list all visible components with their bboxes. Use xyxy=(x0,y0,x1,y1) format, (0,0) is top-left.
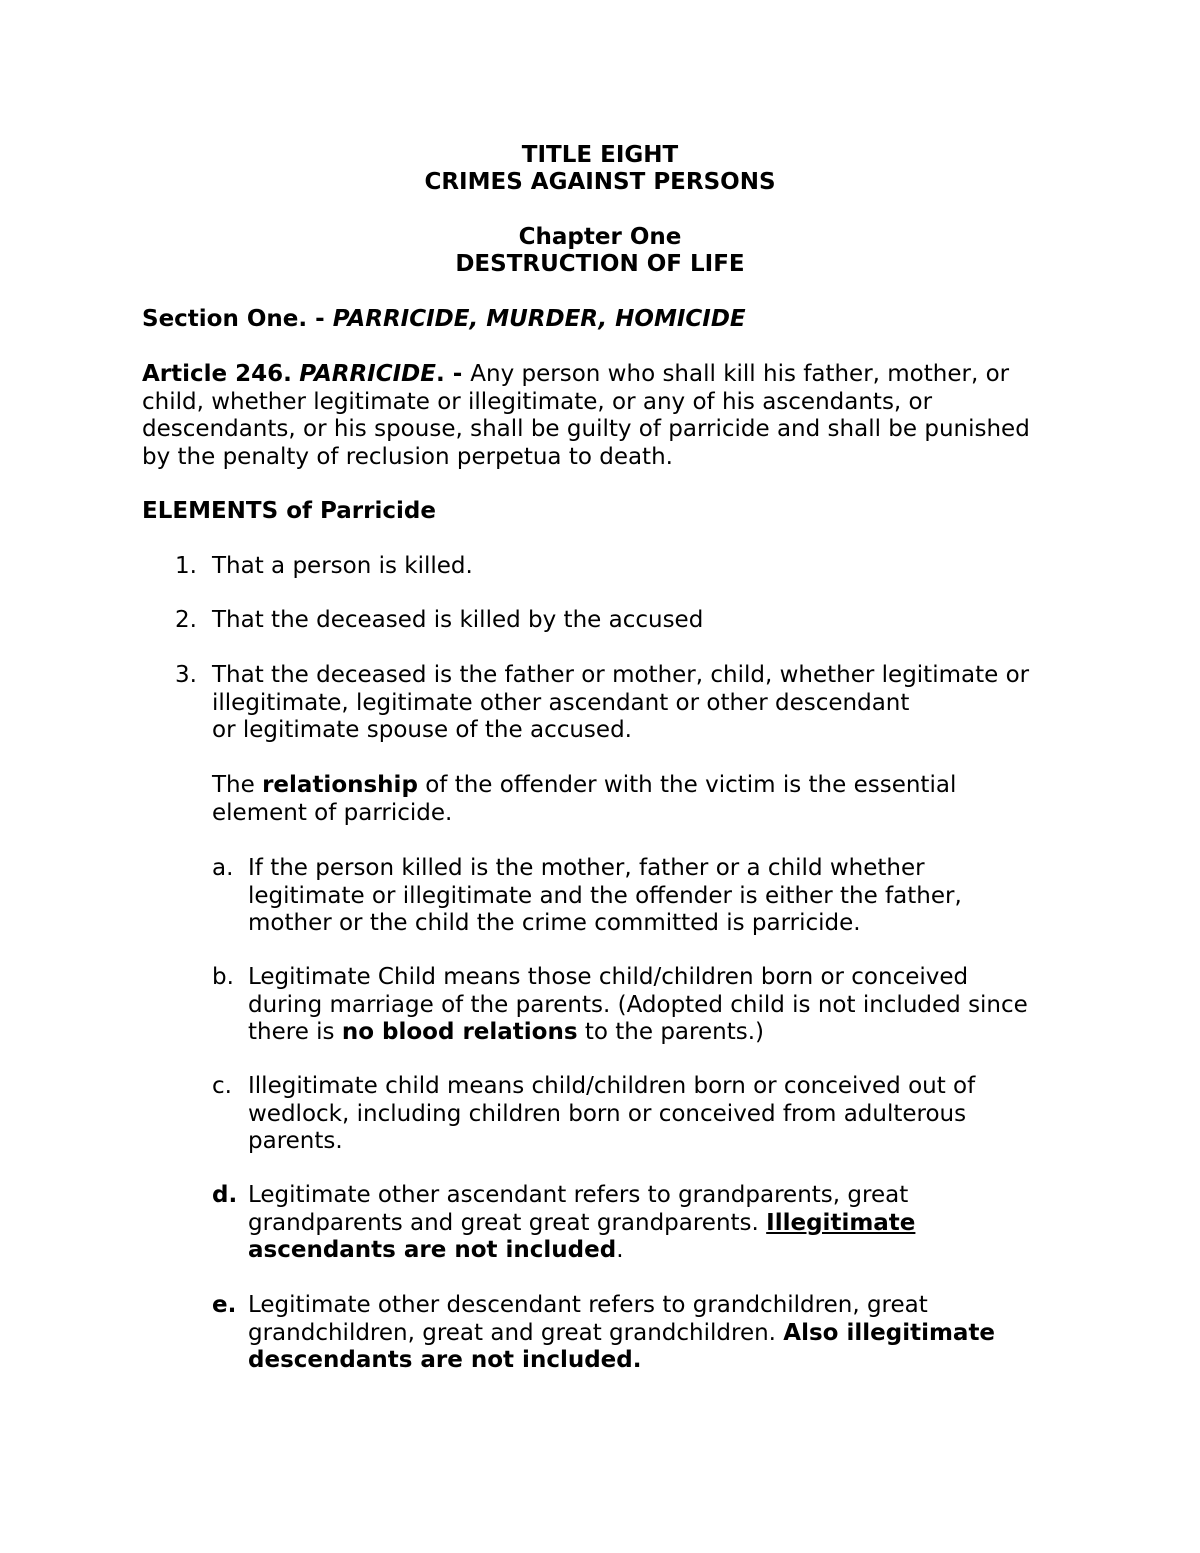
element-line: That the deceased is the father or mother, child, whether legitimate or xyxy=(212,662,1030,688)
note-line: wedlock, including children born or conceived from adulterous xyxy=(248,1100,967,1127)
note-bold-underline: Illegitimate xyxy=(766,1209,916,1236)
element-number: 1. xyxy=(175,553,197,579)
note-line: mother or the child the crime committed is parricide. xyxy=(248,910,861,936)
subtitle-heading: CRIMES AGAINST PERSONS xyxy=(424,169,776,195)
note-e xyxy=(248,1292,995,1375)
note-bold: no blood relations xyxy=(341,1019,578,1045)
note-text: grandchildren, great and great grandchildren. xyxy=(248,1319,784,1346)
note-bold: descendants are not included. xyxy=(248,1347,642,1373)
note-line: parents. xyxy=(248,1128,343,1154)
article-dot-dash: . - xyxy=(435,361,471,387)
note-line: Legitimate other descendant refers to grandchildren, great xyxy=(248,1292,928,1318)
article-line: Any person who shall kill his father, mother, or xyxy=(470,361,1010,387)
section-heading xyxy=(142,306,746,334)
element-item: That the deceased is killed by the accused xyxy=(212,607,704,633)
relationship-pre: The xyxy=(212,772,263,798)
note-letter-a: a. xyxy=(212,855,234,881)
note-line: during marriage of the parents. (Adopted child is not included since xyxy=(248,991,1028,1018)
note-letter-c: c. xyxy=(212,1073,232,1099)
element-number: 2. xyxy=(175,607,197,633)
element-item xyxy=(212,662,1029,745)
chapter-heading: Chapter One xyxy=(518,224,682,250)
note-bold: ascendants are not included xyxy=(248,1237,617,1263)
note-text: there is xyxy=(248,1019,342,1045)
relationship-post: of the offender with the victim is the essential xyxy=(417,772,957,798)
note-d xyxy=(248,1182,915,1265)
note-letter-d: d. xyxy=(212,1182,238,1208)
section-label: Section One. xyxy=(142,306,308,332)
article-line: descendants, or his spouse, shall be guilty of parricide and shall be punished xyxy=(142,416,1030,442)
article-246 xyxy=(142,361,1030,471)
note-line: If the person killed is the mother, father or a child whether xyxy=(248,855,925,881)
note-b xyxy=(248,964,1028,1047)
note-line: Legitimate Child means those child/children born or conceived xyxy=(248,964,969,990)
article-name: PARRICIDE xyxy=(299,361,436,387)
note-c xyxy=(248,1073,975,1156)
section-title: PARRICIDE, MURDER, HOMICIDE xyxy=(332,306,746,332)
section-dash: - xyxy=(307,306,333,332)
note-line: legitimate or illegitimate and the offender is either the father, xyxy=(248,882,962,909)
relationship-line: element of parricide. xyxy=(212,799,453,826)
note-text: grandparents and great great grandparents. xyxy=(248,1209,767,1236)
element-line: illegitimate, legitimate other ascendant or other descendant xyxy=(212,689,910,716)
element-number: 3. xyxy=(175,662,197,688)
elements-heading: ELEMENTS of Parricide xyxy=(142,498,436,524)
relationship-bold: relationship xyxy=(262,772,418,798)
note-letter-e: e. xyxy=(212,1292,237,1318)
element-item: That a person is killed. xyxy=(212,553,473,579)
title-heading: TITLE EIGHT xyxy=(521,142,679,168)
element-line: or legitimate spouse of the accused. xyxy=(212,717,632,743)
article-label: Article 246. xyxy=(142,361,292,387)
note-letter-b: b. xyxy=(212,964,234,990)
note-line: Illegitimate child means child/children born or conceived out of xyxy=(248,1073,976,1099)
note-bold: Also illegitimate xyxy=(783,1319,996,1346)
note-text: to the parents.) xyxy=(577,1019,764,1045)
note-a xyxy=(248,855,962,938)
note-text: . xyxy=(616,1237,624,1263)
chapter-title: DESTRUCTION OF LIFE xyxy=(455,251,745,277)
relationship-paragraph xyxy=(212,772,956,827)
article-line: by the penalty of reclusion perpetua to death. xyxy=(142,443,673,470)
note-line: Legitimate other ascendant refers to grandparents, great xyxy=(248,1182,909,1208)
article-line: child, whether legitimate or illegitimate, or any of his ascendants, or xyxy=(142,388,933,415)
